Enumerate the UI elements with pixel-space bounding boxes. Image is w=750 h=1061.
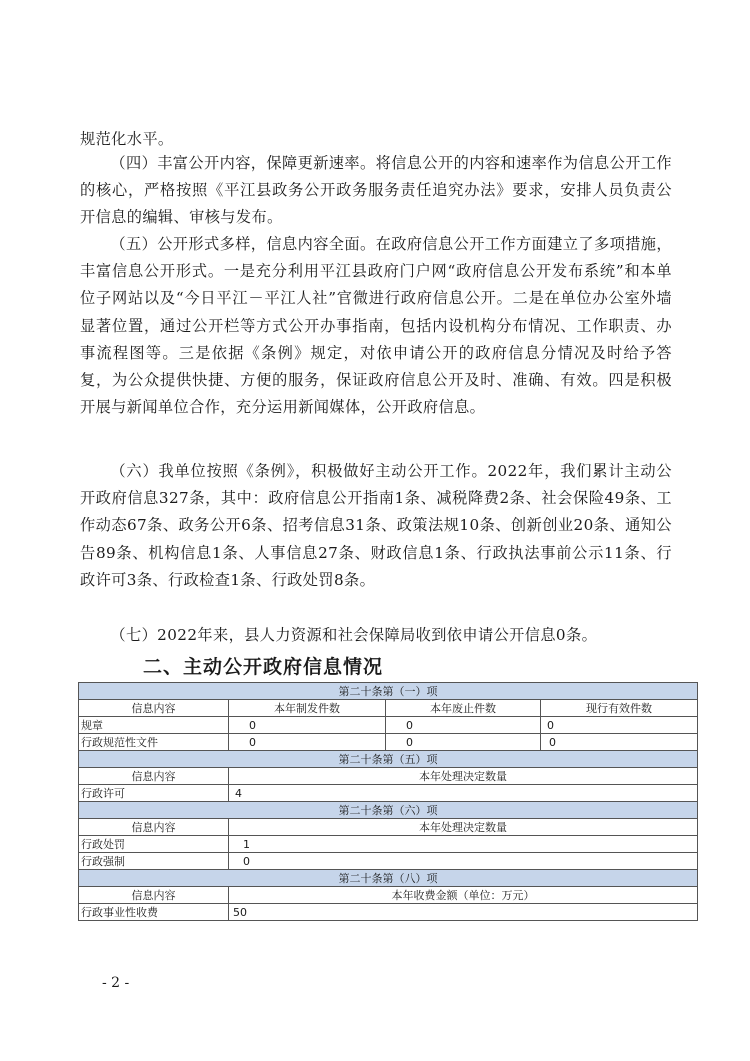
row-label: 行政处罚 (79, 836, 229, 853)
column-header: 信息内容 (79, 768, 229, 785)
table-section-header (79, 683, 698, 700)
column-header: 本年制发件数 (229, 700, 386, 717)
column-header: 信息内容 (79, 700, 229, 717)
page-number: - 2 - (102, 975, 130, 991)
section-title: 第二十条第（一）项 (79, 683, 698, 700)
table-section-header (79, 751, 698, 768)
table-row (79, 785, 698, 802)
table-row (79, 904, 698, 921)
info-table (78, 682, 698, 921)
column-header: 本年废止件数 (386, 700, 541, 717)
cell-value: 0 (541, 734, 698, 751)
table-header-row (79, 700, 698, 717)
column-header: 现行有效件数 (541, 700, 698, 717)
table-section-header (79, 870, 698, 887)
cell-value: 0 (541, 717, 698, 734)
cell-value: 0 (229, 717, 386, 734)
table-header-row (79, 819, 698, 836)
section-heading: 二、主动公开政府信息情况 (143, 656, 384, 678)
table-row (79, 734, 698, 751)
table-header-row (79, 768, 698, 785)
table-section-header (79, 802, 698, 819)
section-title: 第二十条第（八）项 (79, 870, 698, 887)
cell-value: 1 (229, 836, 698, 853)
paragraph-6: （六）我单位按照《条例》，积极做好主动公开工作。2022年，我们累计主动公开政府信息327条，其中：政府信息公开指南1条、减税降费2条、社会保险49条、工作动态67条、政务公开6条、招考信息31条、政策法规10条、创新创业20条、通知公告89条、机构信息1条、人事信息27条、财政信息1条、行政执法事前公示11条、行政许可3条、行政检查1条、行政处罚8条。 (80, 462, 672, 589)
column-header: 信息内容 (79, 819, 229, 836)
table-row (79, 717, 698, 734)
table-row (79, 853, 698, 870)
table-header-row (79, 887, 698, 904)
paragraph-7: （七）2022年来，县人力资源和社会保障局收到依申请公开信息0条。 (110, 626, 598, 644)
cell-value: 0 (386, 734, 541, 751)
row-label: 规章 (79, 717, 229, 734)
row-label: 行政规范性文件 (79, 734, 229, 751)
paragraph-continuation: 规范化水平。 (80, 130, 174, 148)
section-title: 第二十条第（五）项 (79, 751, 698, 768)
column-header: 本年处理决定数量 (229, 819, 698, 836)
cell-value: 0 (229, 853, 698, 870)
column-header: 本年收费金额（单位：万元） (229, 887, 698, 904)
section-title: 第二十条第（六）项 (79, 802, 698, 819)
table-row (79, 836, 698, 853)
column-header: 本年处理决定数量 (229, 768, 698, 785)
cell-value: 4 (229, 785, 698, 802)
row-label: 行政强制 (79, 853, 229, 870)
paragraph-5: （五）公开形式多样，信息内容全面。在政府信息公开工作方面建立了多项措施，丰富信息公开形式。一是充分利用平江县政府门户网“政府信息公开发布系统”和本单位子网站以及“今日平江－平江人社”官微进行政府信息公开。二是在单位办公室外墙显著位置，通过公开栏等方式公开办事指南，包括内设机构分布情况、工作职责、办事流程图等。三是依据《条例》规定，对依申请公开的政府信息分情况及时给予答复，为公众提供快捷、方便的服务，保证政府信息公开及时、准确、有效。四是积极开展与新闻单位合作，充分运用新闻媒体，公开政府信息。 (80, 235, 672, 417)
column-header: 信息内容 (79, 887, 229, 904)
cell-value: 0 (386, 717, 541, 734)
paragraph-4: （四）丰富公开内容，保障更新速率。将信息公开的内容和速率作为信息公开工作的核心，严格按照《平江县政务公开政务服务责任追究办法》要求，安排人员负责公开信息的编辑、审核与发布。 (80, 154, 672, 227)
row-label: 行政事业性收费 (79, 904, 229, 921)
row-label: 行政许可 (79, 785, 229, 802)
cell-value: 50 (229, 904, 698, 921)
cell-value: 0 (229, 734, 386, 751)
